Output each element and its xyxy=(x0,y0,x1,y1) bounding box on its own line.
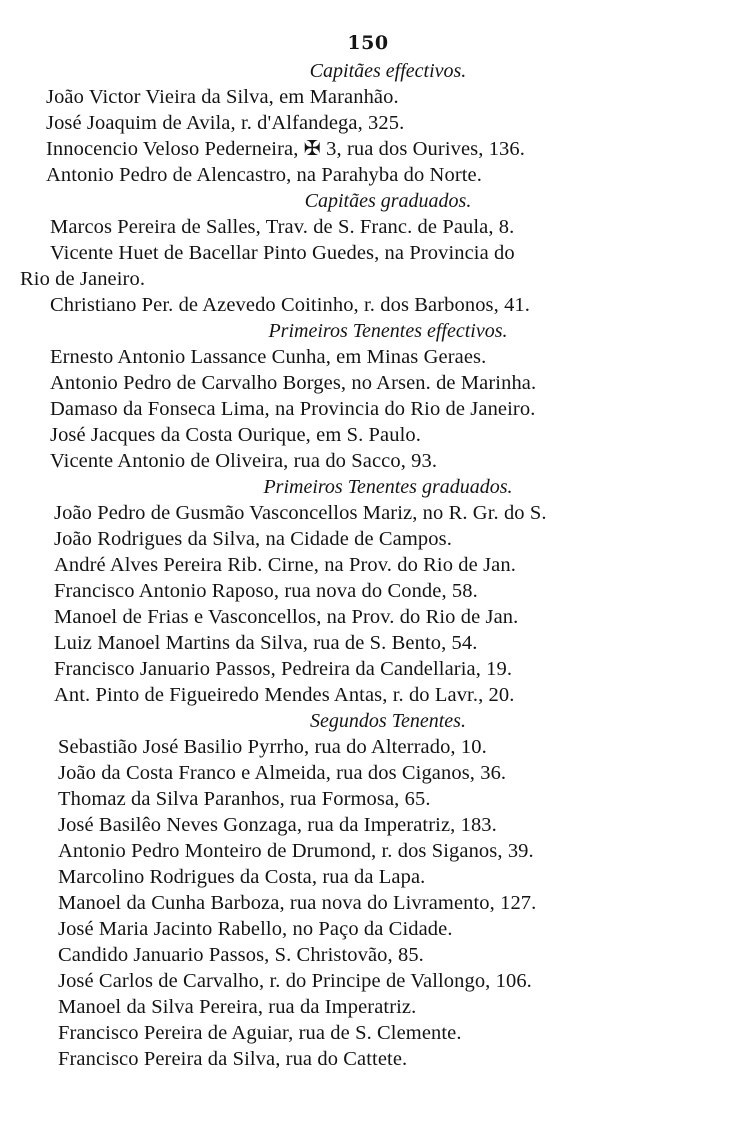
list-entry: Sebastião José Basilio Pyrrho, rua do Alterrado, 10. xyxy=(58,736,487,758)
section-primeiros-tenentes-effectivos xyxy=(0,318,736,474)
list-entry: José Joaquim de Avila, r. d'Alfandega, 325. xyxy=(46,112,405,134)
list-entry: Antonio Pedro Monteiro de Drumond, r. dos Siganos, 39. xyxy=(58,840,534,862)
list-entry: Marcolino Rodrigues da Costa, rua da Lapa. xyxy=(58,866,426,888)
section-heading: Capitães effectivos. xyxy=(309,60,467,82)
list-entry: João Rodrigues da Silva, na Cidade de Campos. xyxy=(54,528,452,550)
list-entry: Vicente Antonio de Oliveira, rua do Sacco, 93. xyxy=(50,450,438,472)
page-number: 150 xyxy=(347,32,389,54)
list-entry: João Pedro de Gusmão Vasconcellos Mariz, no R. Gr. do S. xyxy=(54,502,547,524)
section-heading: Capitães graduados. xyxy=(304,190,472,212)
list-entry: Vicente Huet de Bacellar Pinto Guedes, na Provincia do xyxy=(50,242,515,264)
list-entry-continuation: Rio de Janeiro. xyxy=(20,268,146,290)
list-entry: Marcos Pereira de Salles, Trav. de S. Franc. de Paula, 8. xyxy=(50,216,515,238)
list-entry: Francisco Pereira de Aguiar, rua de S. Clemente. xyxy=(58,1022,462,1044)
section-capitaes-effectivos xyxy=(0,58,736,188)
list-entry: José Basilêo Neves Gonzaga, rua da Imperatriz, 183. xyxy=(58,814,497,836)
list-entry: Manoel de Frias e Vasconcellos, na Prov. do Rio de Jan. xyxy=(54,606,519,628)
section-primeiros-tenentes-graduados xyxy=(0,474,736,708)
list-entry: Manoel da Cunha Barboza, rua nova do Livramento, 127. xyxy=(58,892,537,914)
list-entry: José Maria Jacinto Rabello, no Paço da Cidade. xyxy=(58,918,453,940)
list-entry: Thomaz da Silva Paranhos, rua Formosa, 65. xyxy=(58,788,431,810)
list-entry: André Alves Pereira Rib. Cirne, na Prov. do Rio de Jan. xyxy=(54,554,516,576)
list-entry: Candido Januario Passos, S. Christovão, 85. xyxy=(58,944,424,966)
list-entry: Ant. Pinto de Figueiredo Mendes Antas, r. do Lavr., 20. xyxy=(54,684,515,706)
list-entry: Francisco Antonio Raposo, rua nova do Conde, 58. xyxy=(54,580,478,602)
list-entry: Innocencio Veloso Pederneira, ✠ 3, rua dos Ourives, 136. xyxy=(46,138,525,160)
list-entry: José Jacques da Costa Ourique, em S. Paulo. xyxy=(50,424,421,446)
list-entry: Damaso da Fonseca Lima, na Provincia do Rio de Janeiro. xyxy=(50,398,536,420)
section-heading: Segundos Tenentes. xyxy=(310,710,466,732)
list-entry: João da Costa Franco e Almeida, rua dos Ciganos, 36. xyxy=(58,762,507,784)
list-entry: Luiz Manoel Martins da Silva, rua de S. Bento, 54. xyxy=(54,632,478,654)
list-entry: João Victor Vieira da Silva, em Maranhão. xyxy=(46,86,399,108)
section-heading: Primeiros Tenentes effectivos. xyxy=(268,320,508,342)
list-entry: Francisco Januario Passos, Pedreira da Candellaria, 19. xyxy=(54,658,513,680)
section-capitaes-graduados xyxy=(0,188,736,318)
list-entry: Antonio Pedro de Alencastro, na Parahyba do Norte. xyxy=(46,164,482,186)
page-content xyxy=(0,58,736,1072)
section-heading: Primeiros Tenentes graduados. xyxy=(263,476,513,498)
list-entry: Ernesto Antonio Lassance Cunha, em Minas Geraes. xyxy=(50,346,487,368)
list-entry: Manoel da Silva Pereira, rua da Imperatriz. xyxy=(58,996,417,1018)
list-entry: Antonio Pedro de Carvalho Borges, no Arsen. de Marinha. xyxy=(50,372,537,394)
section-segundos-tenentes xyxy=(0,708,736,1072)
list-entry: José Carlos de Carvalho, r. do Principe de Vallongo, 106. xyxy=(58,970,532,992)
list-entry: Francisco Pereira da Silva, rua do Cattete. xyxy=(58,1048,408,1070)
list-entry: Christiano Per. de Azevedo Coitinho, r. dos Barbonos, 41. xyxy=(50,294,531,316)
